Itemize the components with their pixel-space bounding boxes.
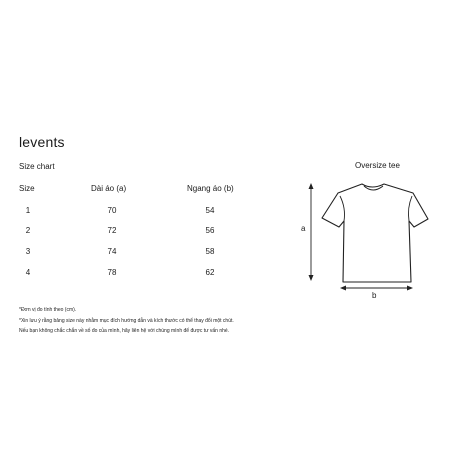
length-cell: 78 [107, 268, 117, 277]
size-cell: 4 [25, 268, 31, 277]
label-b: b [372, 291, 377, 300]
width-cell: 62 [205, 268, 215, 277]
size-chart-subtitle: Size chart [19, 162, 55, 171]
length-cell: 70 [107, 206, 117, 215]
arrow-left-icon [340, 286, 346, 291]
table-row [0, 268, 280, 282]
size-cell: 2 [25, 226, 31, 235]
diagram-title: Oversize tee [355, 161, 400, 170]
arrow-up-icon [309, 183, 314, 189]
table-row [0, 206, 280, 220]
size-cell: 1 [25, 206, 31, 215]
header-size: Size [19, 184, 35, 193]
table-row [0, 226, 280, 240]
arrow-right-icon [407, 286, 413, 291]
arrow-down-icon [309, 275, 314, 281]
right-armhole-seam [408, 196, 412, 221]
note-disclaimer: *Xin lưu ý rằng bảng size này nhằm mục đích hướng dẫn và kích thước có thể thay đổi một chút. [19, 318, 234, 324]
header-width: Ngang áo (b) [187, 184, 234, 193]
header-length: Dài áo (a) [91, 184, 127, 193]
note-contact: Nếu bạn không chắc chắn về số đo của mình, hãy liên hệ với chúng mình để được tư vấn nhé. [19, 328, 230, 334]
label-a: a [301, 224, 306, 233]
left-armhole-seam [340, 196, 345, 221]
tshirt-diagram [296, 178, 446, 308]
width-cell: 54 [205, 206, 215, 215]
width-cell: 56 [205, 226, 215, 235]
tshirt-outline-icon [322, 184, 428, 282]
table-row [0, 247, 280, 261]
length-cell: 72 [107, 226, 117, 235]
width-cell: 58 [205, 247, 215, 256]
brand-title: levents [19, 134, 65, 150]
size-cell: 3 [25, 247, 31, 256]
length-cell: 74 [107, 247, 117, 256]
note-unit: *Đơn vị đo tính theo (cm). [19, 307, 77, 313]
